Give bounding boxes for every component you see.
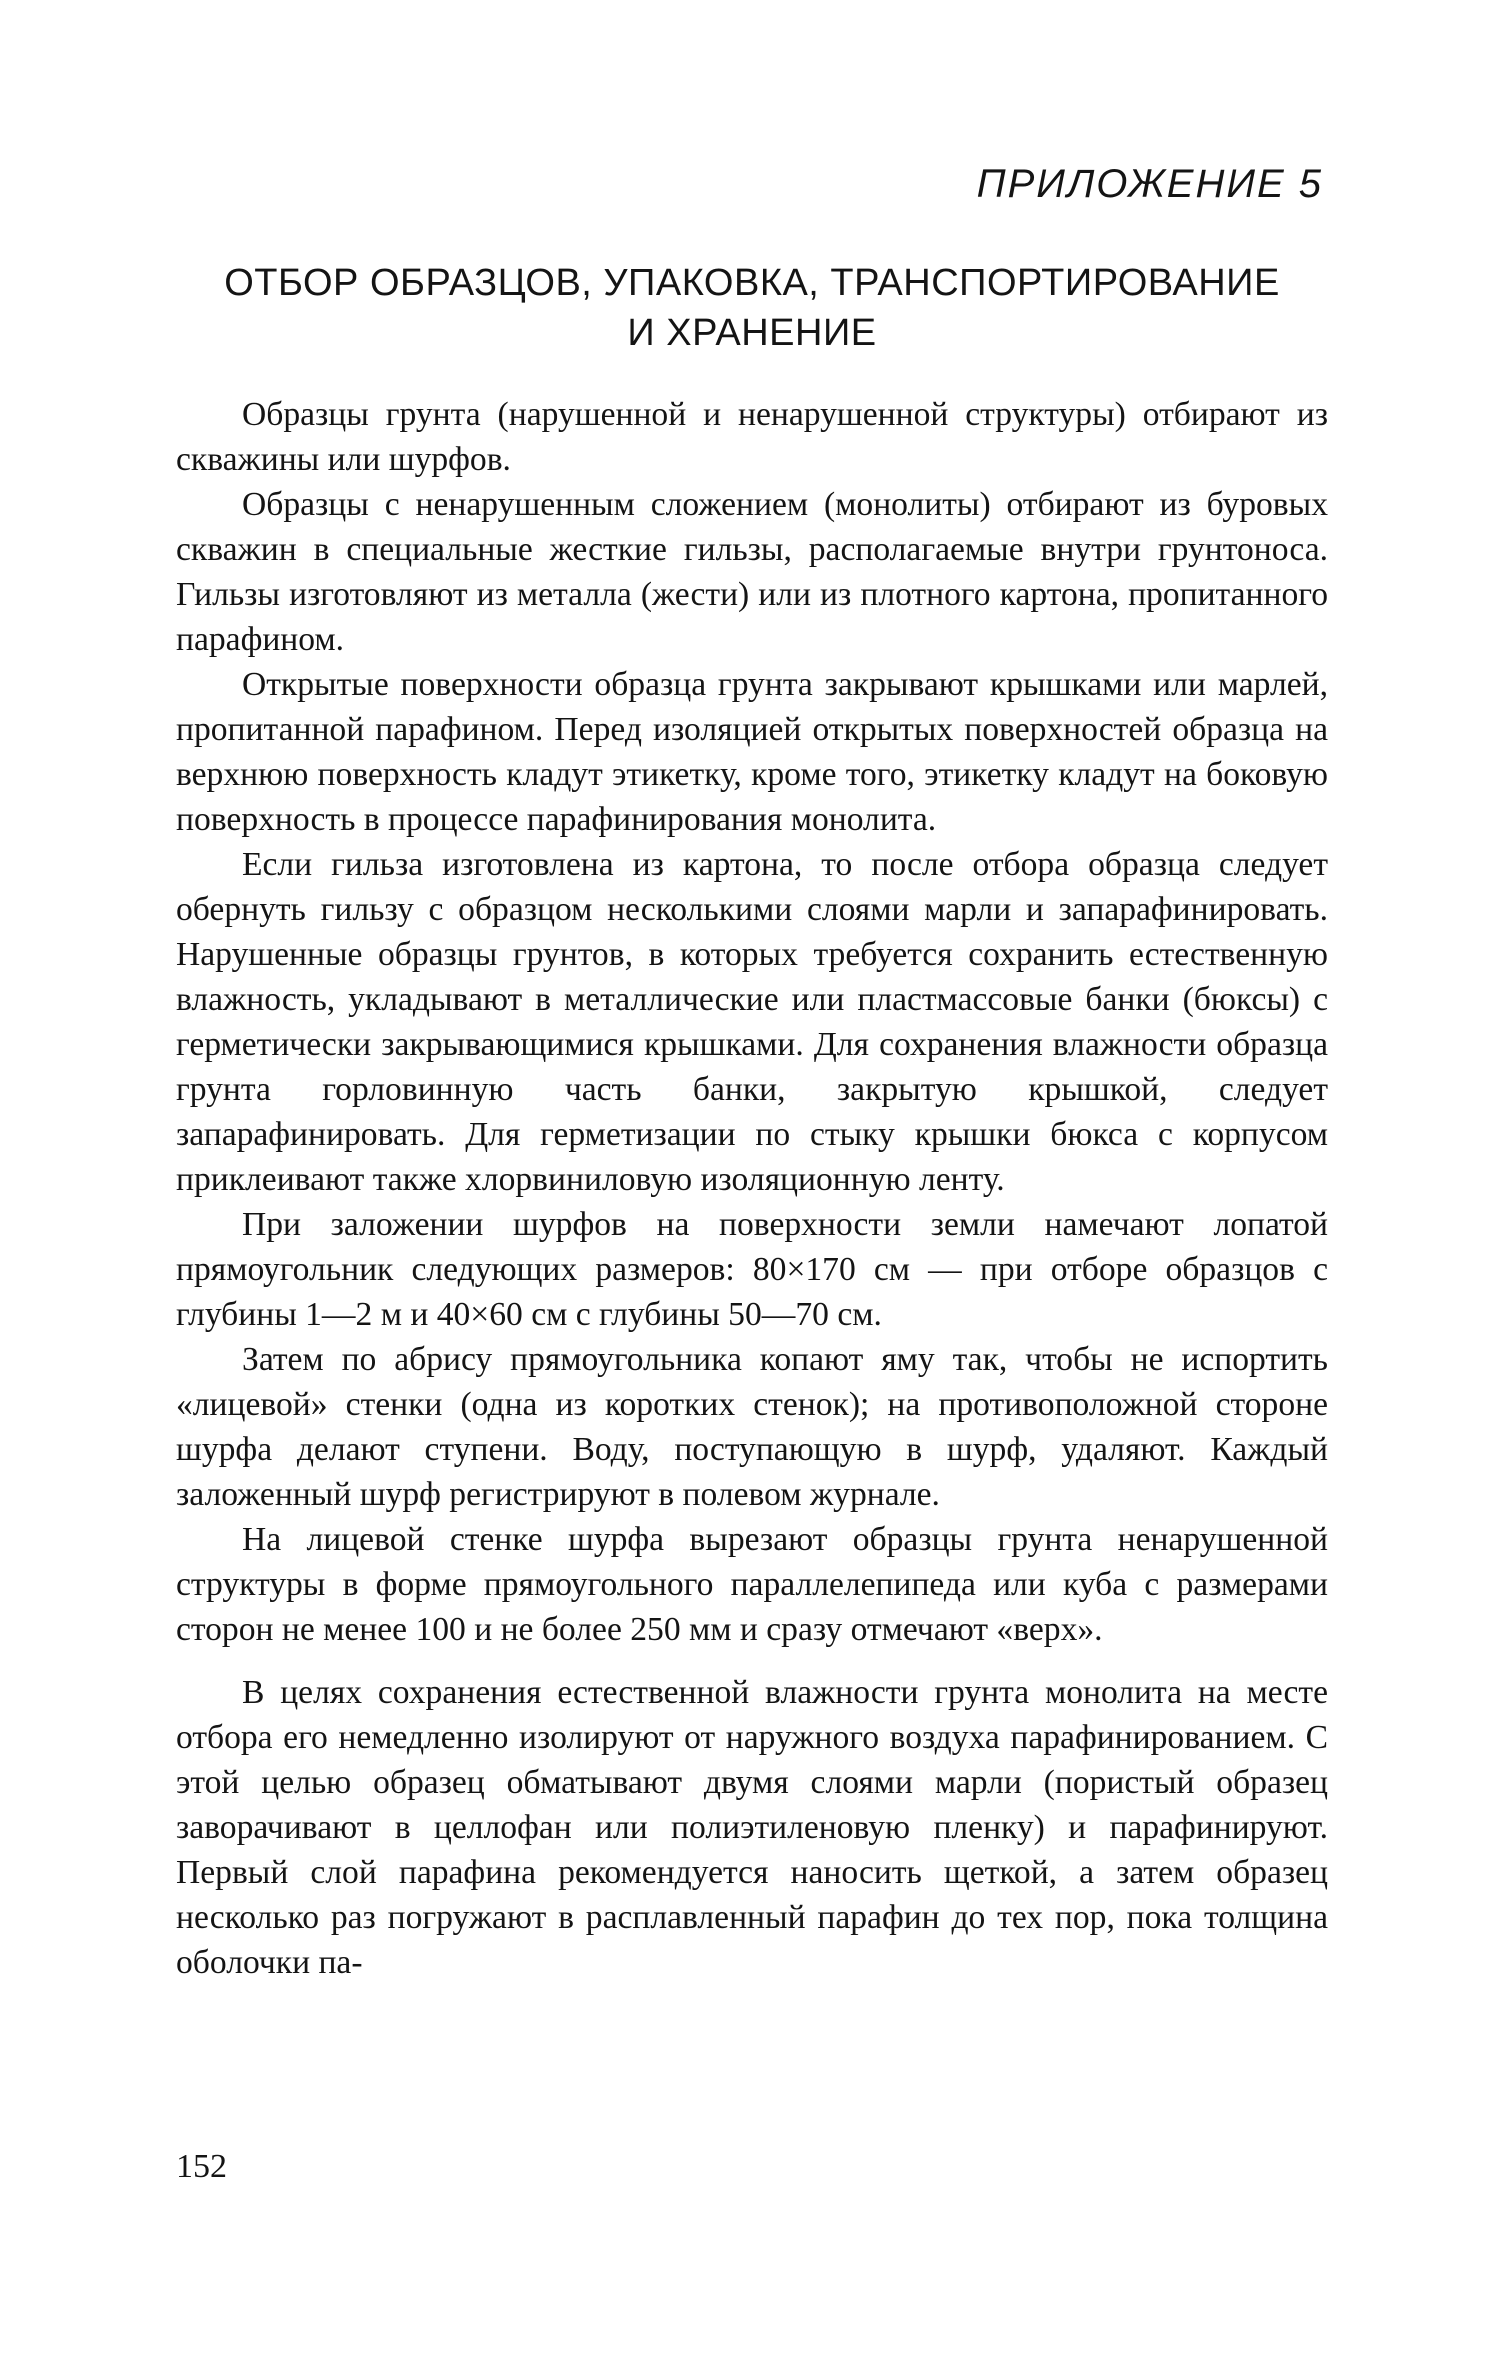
page-number: 152 <box>176 2148 227 2185</box>
title-line-2: И ХРАНЕНИЕ <box>627 312 877 354</box>
paragraph: В целях сохранения естественной влажности грунта монолита на месте отбора его немедленно изолируют от наружного воздуха парафинированием. С этой целью образец обматывают двумя слоями марли (пористый образец заворачивают в целлофан или полиэтиленовую пленку) и парафинируют. Первый слой парафина рекомендуется наносить щеткой, а затем образец несколько раз погружают в расплавленный парафин до тех пор, пока толщина оболочки па- <box>176 1674 1328 1981</box>
paragraph: Открытые поверхности образца грунта закрывают крышками или марлей, пропитанной парафином. Перед изоляцией открытых поверхностей образца на верхнюю поверхность кладут этикетку, кроме того, этикетку кладут на боковую поверхность в процессе парафинирования монолита. <box>176 666 1328 838</box>
paragraph: Образцы грунта (нарушенной и ненарушенной структуры) отбирают из скважины или шурфов. <box>176 396 1328 478</box>
paragraph: При заложении шурфов на поверхности земли намечают лопатой прямоугольник следующих размеров: 80×170 см — при отборе образцов с глубины 1—2 м и 40×60 см с глубины 50—70 см. <box>176 1206 1328 1333</box>
paragraph: Затем по абрису прямоугольника копают яму так, чтобы не испортить «лицевой» стенки (одна из коротких стенок); на противоположной стороне шурфа делают ступени. Воду, поступающую в шурф, удаляют. Каждый заложенный шурф регистрируют в полевом журнале. <box>176 1341 1328 1513</box>
appendix-label: ПРИЛОЖЕНИЕ 5 <box>976 162 1323 206</box>
body-text <box>176 392 1328 1985</box>
paragraph: Образцы с ненарушенным сложением (монолиты) отбирают из буровых скважин в специальные жесткие гильзы, располагаемые внутри грунтоноса. Гильзы изготовляют из металла (жести) или из плотного картона, пропитанного парафином. <box>176 486 1328 658</box>
paragraph: Если гильза изготовлена из картона, то после отбора образца следует обернуть гильзу с образцом несколькими слоями марли и запарафинировать. Нарушенные образцы грунтов, в которых требуется сохранить естественную влажность, укладывают в металлические или пластмассовые банки (бюксы) с герметически закрывающимися крышками. Для сохранения влажности образца грунта горловинную часть банки, закрытую крышкой, следует запарафинировать. Для герметизации по стыку крышки бюкса с корпусом приклеивают также хлорвиниловую изоляционную ленту. <box>176 846 1328 1198</box>
title-line-1: ОТБОР ОБРАЗЦОВ, УПАКОВКА, ТРАНСПОРТИРОВАНИЕ <box>224 262 1280 304</box>
paragraph: На лицевой стенке шурфа вырезают образцы грунта ненарушенной структуры в форме прямоугольного параллелепипеда или куба с размерами сторон не менее 100 и не более 250 мм и сразу отмечают «верх». <box>176 1521 1328 1648</box>
page-title <box>176 258 1328 358</box>
